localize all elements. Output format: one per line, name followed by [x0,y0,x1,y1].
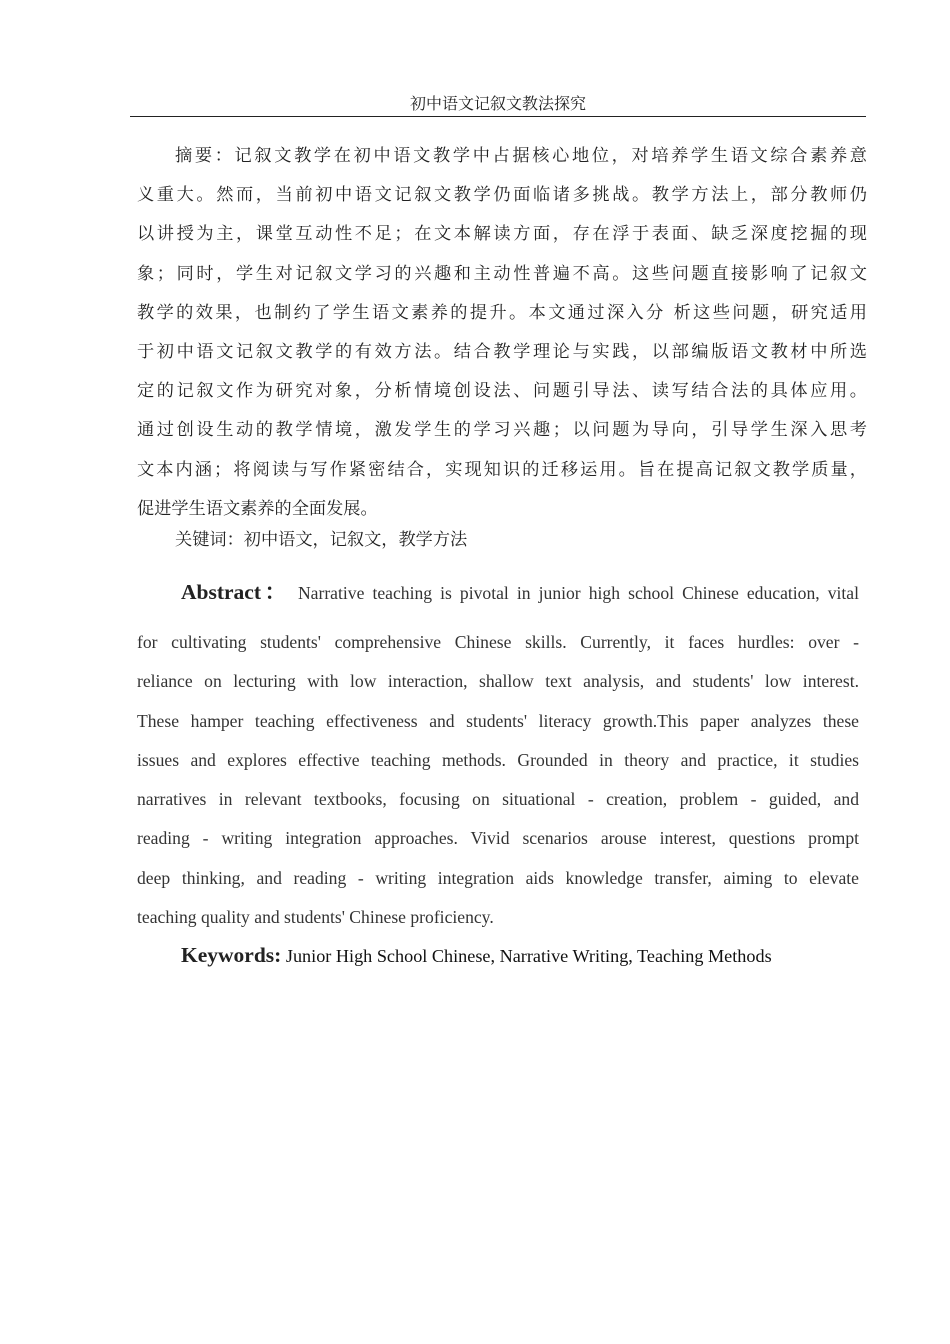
en-abstract-line: for cultivating students' comprehensive Chinese skills. Currently, it faces hurdles: over - [137,632,859,652]
cn-abstract-line: 文本内涵；将阅读与写作紧密结合，实现知识的迁移运用。旨在提高记叙文教学质量， [137,459,867,480]
en-abstract-line: issues and explores effective teaching methods. Grounded in theory and practice, it studies [137,749,859,770]
en-keywords-value: Junior High School Chinese, Narrative Writing, Teaching Methods [285,946,772,966]
en-abstract-body [137,623,859,937]
cn-abstract-line: 促进学生语文素养的全面发展。 [137,498,378,519]
cn-abstract-label: 摘要： [175,146,235,166]
cn-abstract-line: 于初中语文记叙文教学的有效方法。结合教学理论与实践，以部编版语文教材中所选 [137,341,867,362]
en-abstract-text: Narrative teaching is pivotal in junior high school Chinese education, vital [297,583,859,603]
cn-abstract-line: 教学的效果，也制约了学生语文素养的提升。本文通过深入分 析这些问题，研究适用 [137,302,867,323]
en-abstract-line: teaching quality and students' Chinese proficiency. [137,907,494,928]
cn-keywords-value: 初中语文，记叙文，教学方法 [243,530,468,550]
cn-abstract-line: 以讲授为主，课堂互动性不足；在文本解读方面，存在浮于表面、缺乏深度挖掘的现 [137,224,867,245]
en-abstract-label: Abstract： [181,580,290,604]
cn-abstract-line: 通过创设生动的教学情境，激发学生的学习兴趣；以问题为导向，引导学生深入思考 [137,420,867,441]
en-abstract-line: deep thinking, and reading - writing integration aids knowledge transfer, aiming to elevate [137,867,859,888]
cn-abstract-line: 义重大。然而，当前初中语文记叙文教学仍面临诸多挑战。教学方法上，部分教师仍 [137,185,867,206]
chinese-keywords [175,522,467,558]
en-abstract-line: reliance on lecturing with low interaction, shallow text analysis, and students' low interest. [137,671,859,692]
chinese-abstract [137,137,867,529]
en-abstract-line: These hamper teaching effectiveness and students' literacy growth.This paper analyzes these [137,710,859,731]
cn-abstract-line: 象；同时，学生对记叙文学习的兴趣和主动性普遍不高。这些问题直接影响了记叙文 [137,263,867,284]
cn-abstract-line [137,137,867,176]
en-abstract-first-line [181,574,859,610]
english-keywords [181,938,772,973]
en-abstract-line: reading - writing integration approaches. Vivid scenarios arouse interest, questions prompt [137,828,859,849]
en-abstract-line: narratives in relevant textbooks, focusing on situational - creation, problem - guided, and [137,789,859,810]
cn-abstract-text: 记叙文教学在初中语文教学中占据核心地位，对培养学生语文综合素养意 [234,146,867,166]
cn-abstract-line: 定的记叙文作为研究对象，分析情境创设法、问题引导法、读写结合法的具体应用。 [137,381,867,402]
running-header-title: 初中语文记叙文教法探究 [409,94,586,113]
en-keywords-label: Keywords: [181,943,282,967]
header-rule [130,116,866,117]
cn-keywords-label: 关键词： [175,530,244,550]
